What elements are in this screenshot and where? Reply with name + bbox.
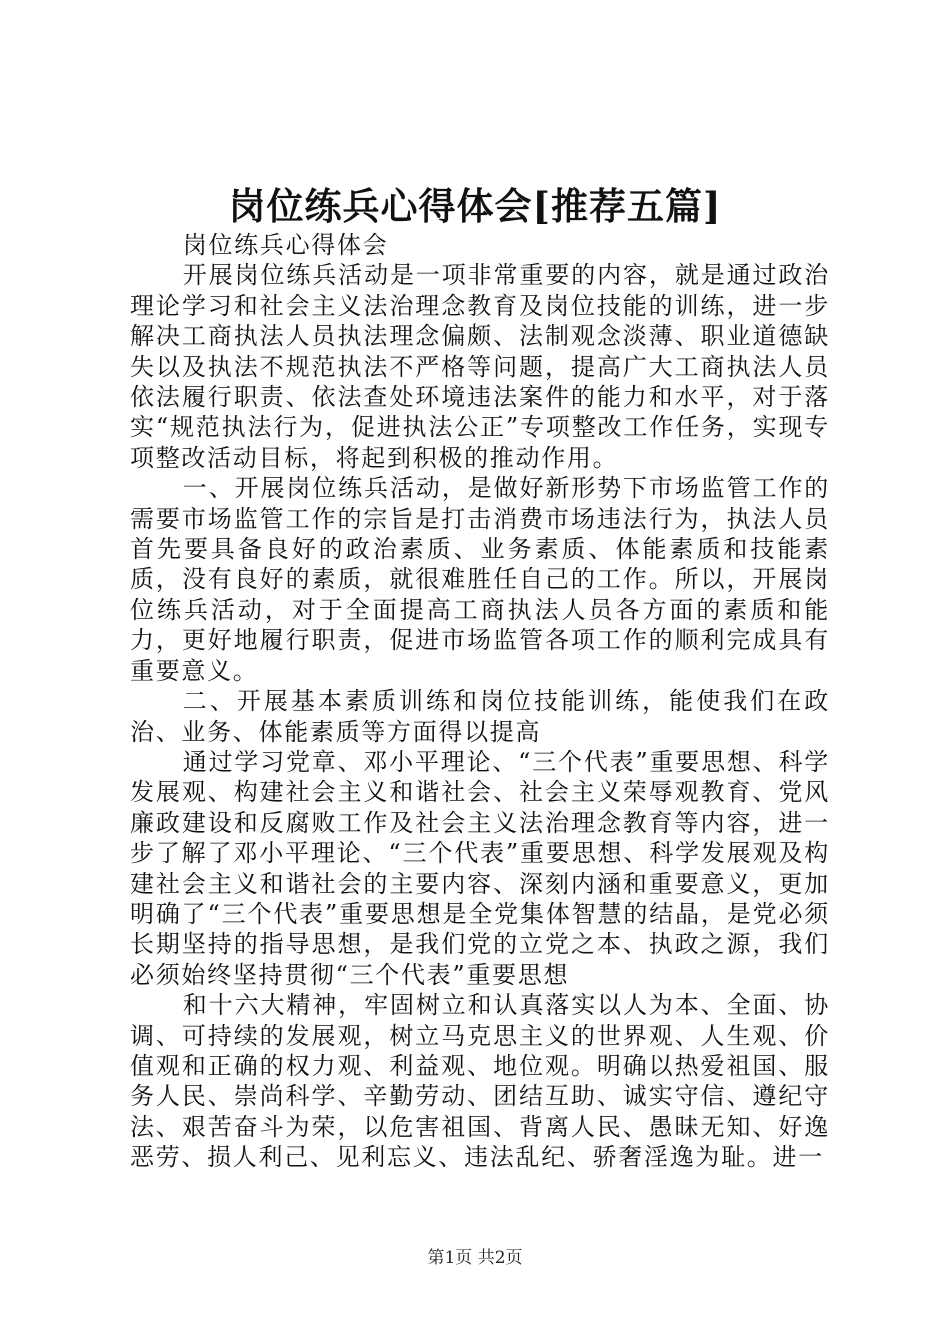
page-footer: 第1页 共2页 [427,1248,523,1268]
document-body [130,230,830,1173]
paragraph-values: 和十六大精神，牢固树立和认真落实以人为本、全面、协调、可持续的发展观，树立马克思主义的世界观、人生观、价值观和正确的权力观、利益观、地位观。明确以热爱祖国、服务人民、崇尚科学、辛勤劳动、团结互助、诚实守信、遵纪守法、艰苦奋斗为荣，以危害祖国、背离人民、愚昧无知、好逸恶劳、损人利己、见利忘义、违法乱纪、骄奢淫逸为耻。进一 [130,991,830,1172]
paragraph-study: 通过学习党章、邓小平理论、“三个代表”重要思想、科学发展观、构建社会主义和谐社会、社会主义荣辱观教育、党风廉政建设和反腐败工作及社会主义法治理念教育等内容，进一步了解了邓小平理论、“三个代表”重要思想、科学发展观及构建社会主义和谐社会的主要内容、深刻内涵和重要意义，更加明确了“三个代表”重要思想是全党集体智慧的结晶，是党必须长期坚持的指导思想，是我们党的立党之本、执政之源，我们必须始终坚持贯彻“三个代表”重要思想 [130,747,830,989]
paragraph-intro: 开展岗位练兵活动是一项非常重要的内容，就是通过政治理论学习和社会主义法治理念教育及岗位技能的训练，进一步解决工商执法人员执法理念偏颇、法制观念淡薄、职业道德缺失以及执法不规范执法不严格等问题，提高广大工商执法人员依法履行职责、依法查处环境违法案件的能力和水平，对于落实“规范执法行为，促进执法公正”专项整改工作任务，实现专项整改活动目标，将起到积极的推动作用。 [130,261,830,472]
document-title: 岗位练兵心得体会[推荐五篇] [228,184,722,228]
paragraph-section-1: 一、开展岗位练兵活动，是做好新形势下市场监管工作的需要市场监管工作的宗旨是打击消费市场违法行为，执法人员首先要具备良好的政治素质、业务素质、体能素质和技能素质，没有良好的素质，就很难胜任自己的工作。所以，开展岗位练兵活动，对于全面提高工商执法人员各方面的素质和能力，更好地履行职责，促进市场监管各项工作的顺利完成具有重要意义。 [130,474,830,685]
paragraph-subtitle: 岗位练兵心得体会 [182,231,389,259]
paragraph-section-2-heading: 二、开展基本素质训练和岗位技能训练，能使我们在政治、业务、体能素质等方面得以提高 [130,687,830,746]
